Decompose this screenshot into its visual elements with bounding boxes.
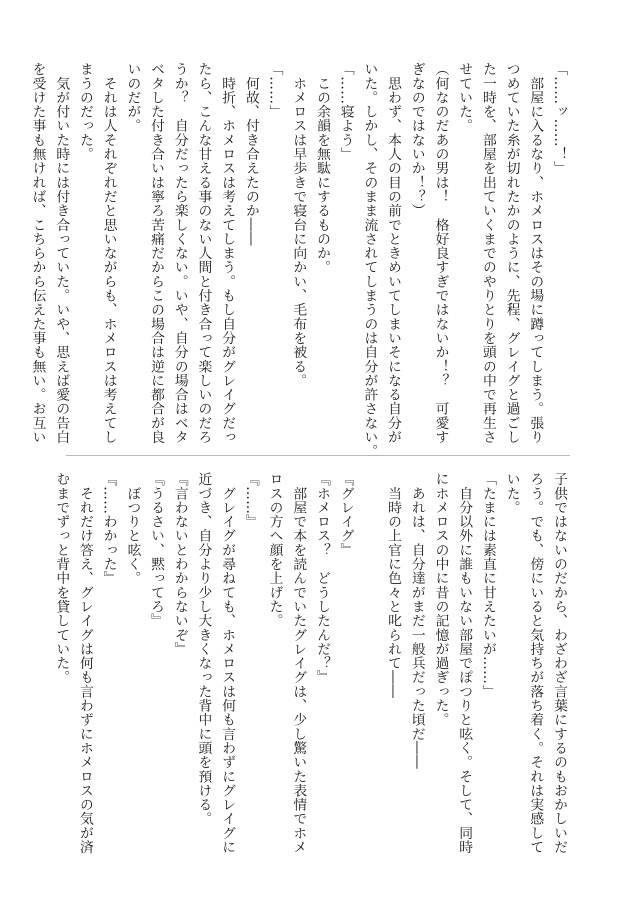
blank-line [357, 472, 381, 850]
text-line: 『言わないとわからないぞ』 [171, 472, 188, 656]
text-line: いた。しかし、そのまま流されてしまうのは自分が許さない。 [361, 62, 378, 459]
text-line: 「……ッ……！」 [551, 62, 567, 176]
text-line: 部屋で本を読んでいたグレイグは、少し驚いた表情でホメ [290, 472, 307, 855]
text-line: 「たまには素直に甘えたいが……」 [479, 472, 496, 699]
text-line: あれは、自分達がまだ一般兵だった頃だ―― [408, 472, 425, 770]
text-line: 何故、付き合えたのか―― [242, 62, 259, 246]
text-line: この余韻を無駄にするものか。 [313, 62, 330, 275]
text-line: （何なのだあの男は！ 格好良すぎではないか！？ 可愛す [432, 62, 449, 445]
text-line: た一時を、部屋を出ていくまでのやりとりを頭の中で再生さ [479, 62, 496, 445]
text-line: 当時の上官に色々と叱られて―― [385, 472, 402, 699]
text-line: ぎなのではないか！？） [408, 62, 425, 218]
text-line: 気が付いた時には付き合っていた。いや、思えば愛の告白 [53, 62, 70, 445]
text-line: 『ホメロス？ どうしたんだ？』 [313, 472, 330, 685]
text-line: を受けた事も無ければ、こちらから伝えた事も無い。お互い [29, 62, 46, 445]
text-line: たら、こんな甘える事のない人間と付き合って楽しいのだろ [195, 62, 212, 445]
text-line: 「……寝よう」 [337, 62, 354, 162]
text-line: ロスの方へ顔を上げた。 [266, 472, 283, 628]
tier-divider [66, 455, 570, 456]
upper-text-block [29, 62, 570, 459]
text-line: ぼつりと呟く。 [124, 472, 141, 586]
text-line: 『グレイグ』 [337, 472, 354, 557]
text-line: ろう。でも、傍にいると気持ちが落ち着く。それは実感して [527, 472, 544, 855]
text-line: 自分以外に誰もいない部屋でぽつりと呟く。そして、同時 [456, 472, 473, 855]
text-line: ホメロスは早歩きで寝台に向かい、毛布を被る。 [290, 62, 307, 388]
text-line: いのだが。 [124, 62, 141, 133]
text-line: 時折、ホメロスは考えてしまう。もし自分がグレイグだっ [219, 62, 236, 445]
text-line: つめていた糸が切れたかのように、先程、グレイグと過ごし [503, 62, 520, 445]
text-line: グレイグが尋ねても、ホメロスは何も言わずにグレイグに [219, 472, 236, 855]
text-line: いた。 [503, 472, 520, 515]
text-line: それは人それぞれだと思いながらも、ホメロスは考えてし [100, 62, 117, 445]
text-line: にホメロスの中に昔の記憶が過ぎった。 [432, 472, 449, 727]
lower-text-block [53, 472, 570, 855]
text-line: それだけ答え、グレイグは何も言わずにホメロスの気が済 [76, 472, 93, 855]
text-line: むまでずっと背中を貸していた。 [53, 472, 70, 685]
text-line: 子供ではないのだから、わざわざ言葉にするのもおかしいだ [551, 472, 567, 855]
text-line: 「……」 [266, 62, 283, 119]
text-line: 部屋に入るなり、ホメロスはその場に蹲ってしまう。張り [527, 62, 544, 445]
text-line: 思わず、本人の目の前でときめいてしまいそになる自分が [385, 62, 402, 445]
text-line: 『……』 [242, 472, 259, 529]
text-line: まうのだった。 [76, 62, 93, 162]
text-line: ベタした付き合いは寧ろ苦痛だからこの場合は逆に都合が良 [148, 62, 165, 445]
text-line: せていた。 [456, 62, 473, 133]
text-line: うか？ 自分だったら楽しくない。いや、自分の場合はベタ [171, 62, 188, 445]
text-line: 近づき、自分より少し大きくなった背中に頭を預ける。 [195, 472, 212, 826]
text-line: 『うるさい、黙ってろ』 [148, 472, 165, 628]
text-line: 『……わかった』 [100, 472, 117, 586]
